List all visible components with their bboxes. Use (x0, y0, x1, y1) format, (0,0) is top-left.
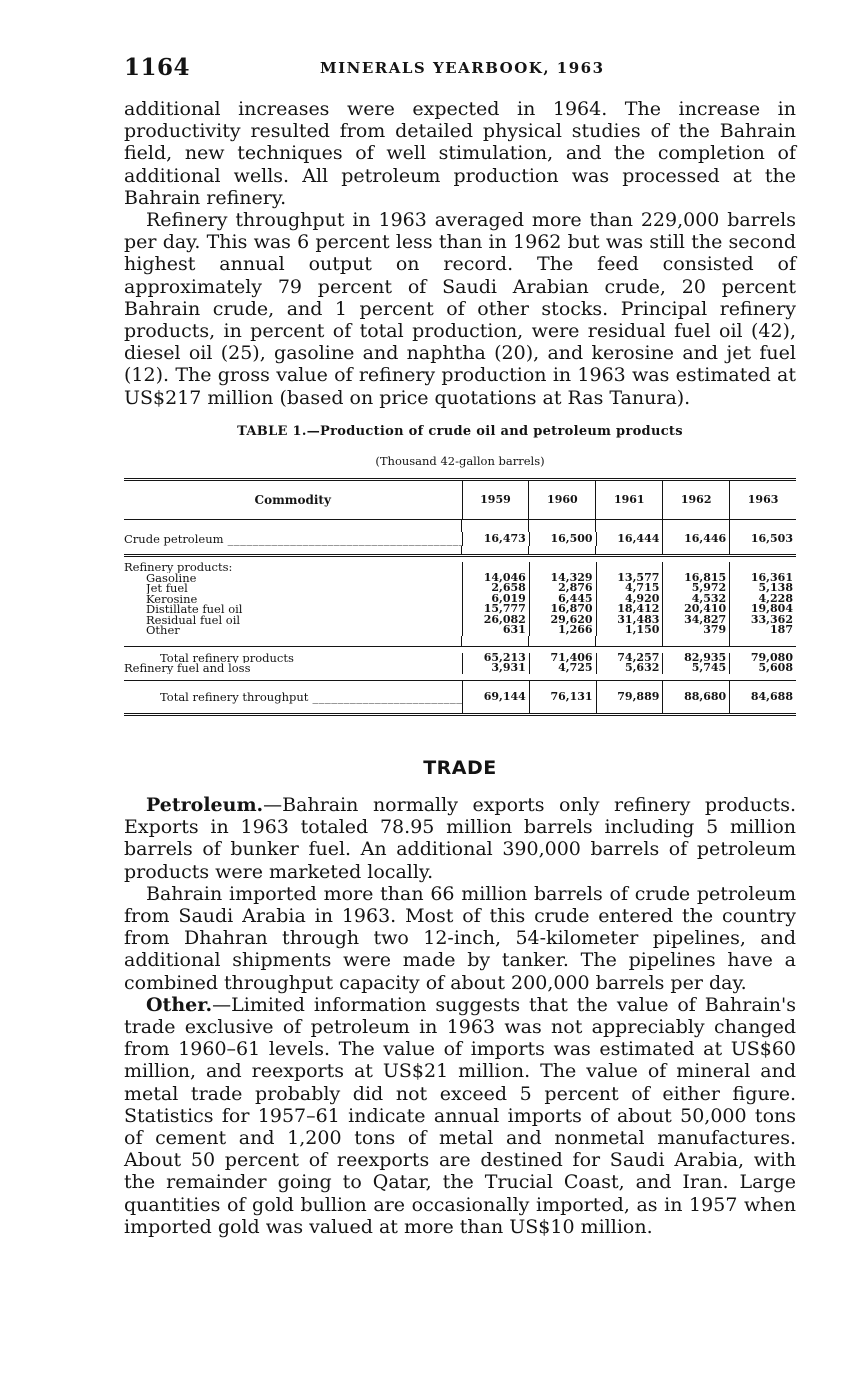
table-cell: 4,715 (624, 581, 660, 594)
table-cell: 16,473 (462, 532, 529, 546)
refinery-products-heading: Refinery products: (124, 562, 233, 573)
table-cell: 5,745 (691, 661, 727, 674)
table-cell: 1,150 (624, 623, 660, 636)
table-cell: 76,131 (529, 681, 596, 713)
body-text-trade (124, 794, 796, 1238)
table-cell: 13,577 (617, 570, 660, 584)
table-cell: 6,019 (491, 591, 526, 605)
row-label: Total refinery throughput _____ (160, 681, 462, 713)
table-cell: 2,658 (491, 581, 526, 594)
paragraph-refinery-throughput: Refinery throughput in 1963 averaged more than 229,000 barrels per day. This was 6 percent less than in 1962 but was still the second highest annual output on record. The feed consisted of approximately 79 percent of Saudi Arabian crude, 20 percent Bahrain crude, and 1 percent of other stocks. Principal refinery products, in percent of total production, were residual fuel oil (42), diesel oil (25), gasoline and naphtha (20), and kerosine and jet fuel (12). The gross value of refinery production in 1963 was estimated at US$217 million (based on price quotations at Ras Tanura). (124, 209, 796, 409)
column-header-commodity: Commodity (254, 493, 331, 507)
table-cell: 16,815 (684, 570, 727, 584)
table-cell: 187 (770, 623, 793, 636)
table-cell: 4,920 (624, 591, 660, 605)
table-cell: 5,138 (758, 581, 793, 594)
page-number: 1164 (124, 54, 191, 81)
row-label: Total refinery products _____ (160, 653, 462, 664)
table-cell: 5,972 (691, 581, 727, 594)
column-header-1960: 1960 (528, 481, 595, 519)
table-header-row (124, 481, 796, 520)
row-label: Crude petroleum _____ (124, 532, 462, 546)
table-cell: 6,445 (558, 591, 593, 605)
paragraph-petroleum (124, 794, 796, 883)
table-cell: 69,144 (462, 681, 529, 713)
table-cell: 82,935 (684, 650, 727, 664)
table-cell: 16,446 (662, 532, 729, 546)
row-label: Residual fuel oil _____ (146, 615, 462, 626)
table-cell: 15,777 (483, 602, 526, 615)
table-cell: 5,608 (758, 661, 793, 674)
table-cell: 33,362 (750, 612, 793, 626)
table-cell: 16,361 (750, 570, 793, 584)
table-cell: 26,082 (483, 612, 526, 626)
table-cell: 3,931 (491, 661, 526, 674)
running-title: MINERALS YEARBOOK, 1963 (320, 59, 605, 77)
table-cell: 379 (703, 623, 727, 636)
body-text-top (124, 98, 796, 409)
paragraph-continuation: additional increases were expected in 1964. The increase in productivity resulted from detailed physical studies of the Bahrain field, new techniques of well stimulation, and the completion of additional wells. All petroleum production was processed at the Bahrain refinery. (124, 98, 796, 209)
column-header-1959: 1959 (462, 481, 529, 519)
table-block-totals (124, 647, 796, 681)
table-cell: 79,080 (750, 650, 793, 664)
table-cell: 16,503 (729, 532, 796, 546)
table-cell: 19,804 (750, 602, 793, 615)
table-cell: 31,483 (617, 612, 660, 626)
paragraph-text: —Limited information suggests that the value of Bahrain's trade exclusive of petroleum in 1963 was not appreciably changed from 1960–61 levels. The value of imports was estimated at US$60 million, and reexports at US$21 million. The value of mineral and metal trade probably did not exceed 5 percent of either figure. Statistics for 1957–61 indicate annual imports of about 50,000 tons of cement and 1,200 tons of metal and nonmetal manufactures. About 50 percent of reexports are destined for Saudi Arabia, with the remainder going to Qatar, the Trucial Coast, and Iran. Large quantities of gold bullion are occasionally imported, as in 1957 when imported gold was valued at more than US$10 million. (124, 993, 796, 1238)
table-block-refinery-products (124, 557, 796, 636)
table-cell: 74,257 (617, 650, 660, 664)
table-row-crude-petroleum (124, 532, 796, 546)
table-cell: 71,406 (550, 650, 593, 664)
column-header-1961: 1961 (595, 481, 662, 519)
table-cell: 65,213 (483, 650, 526, 664)
section-heading-trade: TRADE (423, 757, 497, 779)
table-row-total-throughput (124, 681, 796, 713)
table-title: TABLE 1.—Production of crude oil and petroleum products (237, 424, 683, 439)
column-header-1962: 1962 (662, 481, 729, 519)
row-label: Gasoline _____ (146, 573, 462, 584)
table-cell: 14,046 (483, 570, 526, 584)
table-cell: 4,725 (558, 661, 593, 674)
row-label: Other _____ (146, 625, 462, 636)
table-cell: 16,870 (550, 602, 593, 615)
table-cell: 84,688 (729, 681, 796, 713)
paragraph-other (124, 994, 796, 1238)
table-cell: 631 (502, 623, 526, 636)
table-cell: 18,412 (617, 602, 660, 615)
running-head (124, 54, 796, 84)
table-cell: 88,680 (662, 681, 729, 713)
table-cell: 4,532 (691, 591, 727, 605)
table-cell: 16,500 (529, 532, 596, 546)
table-cell: 14,329 (550, 570, 593, 584)
table-cell: 29,620 (550, 612, 593, 626)
table-cell: 1,266 (558, 623, 593, 636)
table-cell: 16,444 (596, 532, 663, 546)
run-in-heading-other: Other. (146, 993, 213, 1016)
row-label: Jet fuel _____ (146, 583, 462, 594)
table-cell: 34,827 (684, 612, 727, 626)
row-label: Distillate fuel oil _____ (146, 604, 462, 615)
table-cell: 79,889 (596, 681, 663, 713)
row-label: Refinery fuel and loss _____ (124, 663, 462, 674)
table-cell: 20,410 (684, 602, 727, 615)
table-cell: 5,632 (624, 661, 660, 674)
column-header-1963: 1963 (729, 481, 796, 519)
run-in-heading-petroleum: Petroleum. (146, 794, 264, 816)
table-cell: 4,228 (758, 591, 793, 605)
production-table (124, 478, 796, 716)
table-subtitle: (Thousand 42-gallon barrels) (375, 454, 545, 468)
paragraph-imports: Bahrain imported more than 66 million barrels of crude petroleum from Saudi Arabia in 1963. Most of this crude entered the country from Dhahran through two 12-inch, 54-kilometer pipelines, and additional shipments were made by tanker. The pipelines have a combined throughput capacity of about 200,000 barrels per day. (124, 882, 796, 994)
table-cell: 2,876 (558, 581, 593, 594)
paragraph-text: —Bahrain normally exports only refinery products. Exports in 1963 totaled 78.95 million barrels including 5 million barrels of bunker fuel. An additional 390,000 barrels of petroleum products were marketed locally. (124, 794, 796, 883)
row-label: Kerosine _____ (146, 594, 462, 605)
